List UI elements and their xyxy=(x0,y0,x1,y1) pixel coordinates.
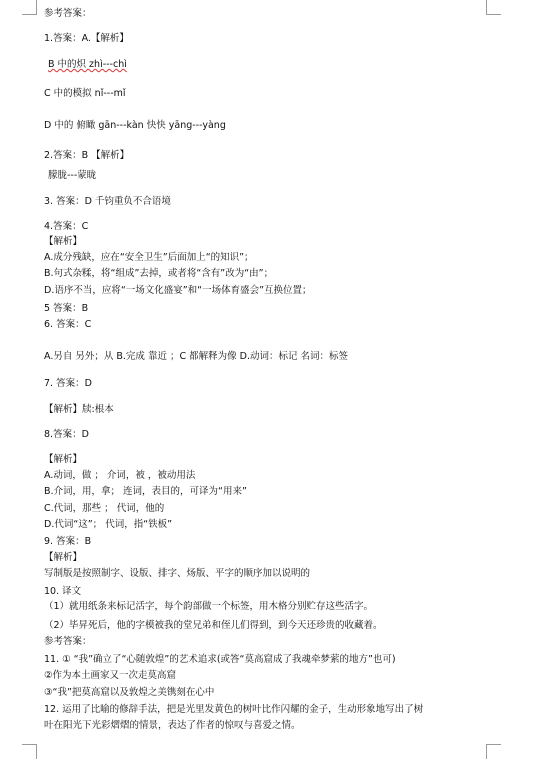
answer-line: B.介词，用，拿； 连词，表目的，可译为“用来” xyxy=(44,486,247,497)
answer-line: 【解析】牍:根本 xyxy=(44,404,114,415)
answer-line: 【解析】 xyxy=(44,552,83,563)
answer-line: 10. 译文 xyxy=(44,586,82,597)
answer-line: D 中的 俯瞰 gān---kàn 快快 yāng---yàng xyxy=(44,120,226,131)
answer-line: 写制版是按照制字、设版、排字、炀版、平字的顺序加以说明的 xyxy=(44,568,311,579)
answer-line: 12. 运用了比喻的修辞手法，把是光里发黄色的树叶比作闪耀的金子，生动形象地写出了树 xyxy=(44,704,424,715)
answer-line: 1.答案：A.【解析】 xyxy=(44,33,129,44)
answer-line: 参考答案： xyxy=(44,636,92,647)
answer-line: D.语序不当，应将“一场文化盛宴”和“一场体育盛会”互换位置； xyxy=(44,285,312,296)
answer-line: 【解析】 xyxy=(44,236,83,247)
answer-line: （1）就用纸条来标记活字，每个韵部做一个标签，用木格分别贮存这些活字。 xyxy=(44,601,374,612)
answer-line: ③“我”把莫高窟以及敦煌之美镌刻在心中 xyxy=(44,687,215,698)
page-corner-mark xyxy=(486,0,501,15)
answer-line: 5 答案：B xyxy=(44,303,89,314)
answer-line: B.句式杂糅，将“组成”去掉，或者将“含有”改为“由”； xyxy=(44,268,274,279)
page-corner-mark xyxy=(22,0,37,15)
answer-line: 叶在阳光下光彩熠熠的情景，表达了作者的惊叹与喜爱之情。 xyxy=(44,720,301,731)
answer-line: 3. 答案：D 千钧重负不合语境 xyxy=(44,196,171,207)
answer-line: C.代词，那些 ； 代词，他的 xyxy=(44,503,165,514)
answer-line: 7. 答案：D xyxy=(44,378,92,389)
answer-line: A.动词，做 ； 介词，被 ，被动用法 xyxy=(44,470,196,481)
answer-line: 6. 答案：C xyxy=(44,319,92,330)
answer-line: 11. ① “我”确立了“心随敦煌”的艺术追求(或答“莫高窟成了我魂牵梦萦的地方”也可) xyxy=(44,654,396,665)
answer-line: 2.答案：B 【解析】 xyxy=(44,150,130,161)
answer-line: 朦胧---蒙眬 xyxy=(48,170,97,181)
answer-line: C 中的模拟 nǐ---mǐ xyxy=(44,88,126,99)
answer-line: A.成分残缺，应在“安全卫生”后面加上“的知识”； xyxy=(44,252,254,263)
answer-line: （2）毕昇死后，他的字模被我的堂兄弟和侄儿们得到，到今天还珍贵的收藏着。 xyxy=(44,620,383,631)
answer-line: 【解析】 xyxy=(44,454,83,465)
page-corner-mark xyxy=(22,744,37,759)
answer-line: D.代词“这”； 代词，指“铁板” xyxy=(44,519,173,530)
page-corner-mark xyxy=(486,744,501,759)
answer-line: 4.答案：C xyxy=(44,221,89,232)
answer-line: A.另自 另外；从 B.完成 靠近 ；C 都解释为像 D.动词：标记 名词：标签 xyxy=(44,351,348,362)
answer-line: ②作为本土画家又一次走莫高窟 xyxy=(44,670,177,681)
answer-line: B 中的炽 zhì---chì xyxy=(48,59,127,70)
heading-reference-answers: 参考答案： xyxy=(44,8,92,19)
answer-line: 9. 答案：B xyxy=(44,536,92,547)
answer-line: 8.答案：D xyxy=(44,429,89,440)
